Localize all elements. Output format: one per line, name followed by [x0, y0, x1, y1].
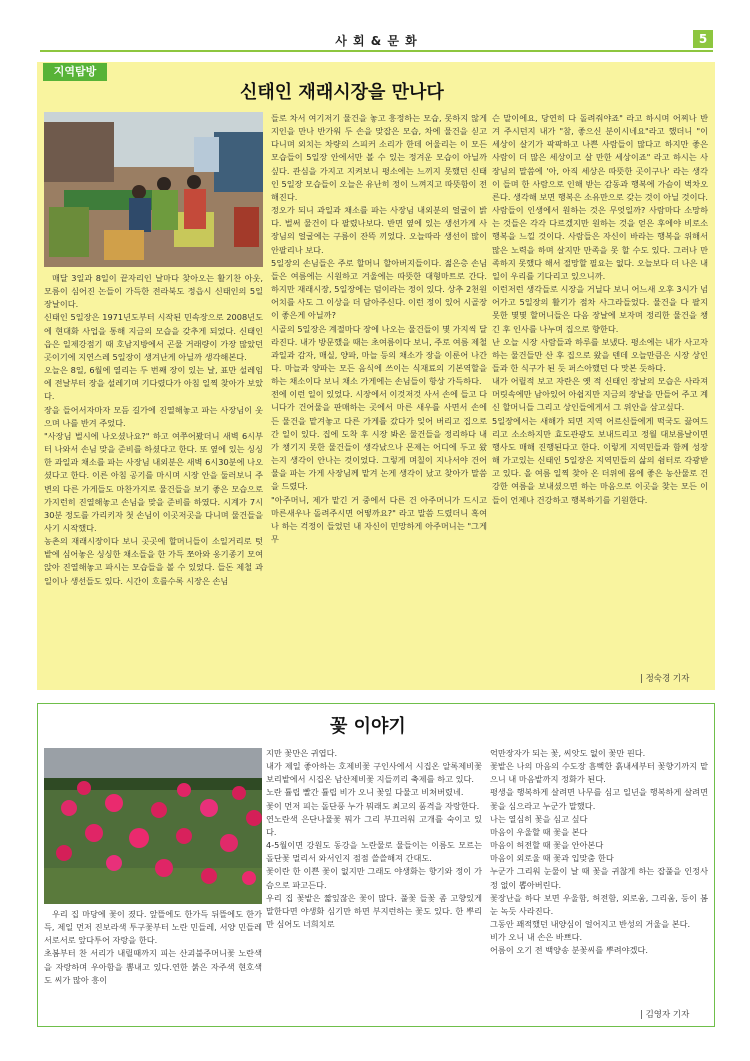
paragraph: 억만장자가 되는 꽃, 씨앗도 없이 꽃만 핀다. — [490, 748, 646, 758]
paragraph: 우리 집 꽃밭은 짧잎잖은 꽃이 많다. 풀꽃 들꽃 좀 고향있게 말한다면 야생화 심기만 하면 부지런하는 꽃도 있다. 한 뿌리만 심어도 너희치로 — [266, 892, 482, 930]
paragraph: 꽃이 먼저 피는 돌단풍 누가 뭐래도 최고의 품격을 자랑한다. — [266, 800, 480, 811]
paragraph: 오늘은 8일, 6월에 열리는 두 번째 장이 있는 날, 표만 설레임에 전날부터 장을 설레기며 기다렸다가 아침 일찍 찾아가 보았다. — [44, 365, 263, 402]
paragraph: 5일장에서는 새해가 되면 지역 어르신들에게 떡국도 끓여드리고 소소하지만 효도관광도 보내드리고 정월 대보름날이면 행사도 매해 진행된다고 한다. 이렇게 지역민들과 함께 성장해 가고있는 신태인 5일장은 지역민들의 삶의 쉼터로 각광받고 있다. 올 여름 일찍 찾아 온 더위에 몸에 좋은 농산물로 건강한 여름을 보내셨으면 하는 마음으로 이곳을 찾는 모든 이들이 언제나 건강하고 행복하기를 기원한다. — [492, 415, 708, 505]
paragraph: 평생을 행복하게 살려면 나무를 심고 일년을 행복하게 살려면 꽃을 심으라고 누군가 말했다. — [490, 787, 708, 811]
article-market-column-2 — [271, 112, 487, 546]
article-flower-column-2 — [266, 747, 482, 931]
paragraph: 나는 열심히 꽃을 심고 싶다 — [490, 813, 588, 824]
article-market-byline: | 정숙경 기자 — [640, 674, 690, 684]
paragraph: 농촌의 재래시장이다 보니 곳곳에 할머니들이 소일거리로 텃밭에 심어놓은 싱싱한 채소들을 한 가득 쪼아와 옹기종기 모여 앉아 진열해놓고 파시는 모습들을 볼 수 있었다. 들돈 제철 과일이나 생선들도 있다. 시간이 흐를수록 시장은 손님 — [44, 536, 263, 586]
paragraph: 지만 꽃만은 귀엽다. — [266, 748, 338, 758]
section-title: 사 회 & 문 화 — [335, 34, 418, 48]
article-flower-column-1 — [44, 908, 262, 987]
paragraph: 이런저런 생각들로 시장을 거닐다 보니 어느새 오후 3시가 넘어가고 5일장의 활기가 점차 사그라들었다. 물건을 다 팔지 못한 몇몇 할머니들은 다음 장날에 보자며 정리한 물건을 챙긴 후 인사를 나누며 집으로 향한다. — [492, 284, 708, 334]
paragraph: 노란 튤립 빨간 튤립 비가 오니 꽃잎 다물고 비쳐버렸네. — [266, 787, 464, 798]
paragraph: 신태인 5일장은 1971년도부터 시작된 민속장으로 2008년도에 현대화 사업을 통해 지금의 모습을 갖추게 되었다. 신태인읍은 일제강점기 때 호남지방에서 곤물 거래량이 가장 많았던 곳이기에 지연스레 5일장이 생겨난게 아닐까 생각해본다. — [44, 312, 263, 362]
header-divider — [40, 50, 713, 52]
paragraph: 슨 말이에요, 당연히 다 돌려줘야죠" 라고 하시며 어찌나 반겨 주시던지 내가 "참, 좋으신 분이시네요"라고 했더니 "이 세상이 살기가 팍팍하고 나쁜 사람들이 많다고 하지만 좋은 사람이 더 많은 세상이고 살 만한 세상이죠" 라고 하시는 사장님의 말씀에 '아, 아직 세상은 따뜻한 곳이구나' 라는 생각이 들며 한 사람으로 인해 받는 감동과 행복에 가슴이 벅차오른다. 생각해 보면 행복은 소유만으로 갖는 것이 아닐 것이다. 사람들이 인생에서 원하는 것은 무엇일까? 사람마다 소망하는 것들은 각각 다르겠지만 원하는 것을 얻은 후에야 비로소 행복을 느낄 것이다. 사람들은 자신이 바라는 행복을 위해서 많은 노력을 하며 살지만 만족을 못 할 수도 있다. 그러나 만족하지 못했다 해서 절망할 필요는 없다. 오늘보다 더 나은 내일이 우리를 기다리고 있으니까. — [492, 113, 708, 281]
paragraph: 4-5월이면 강원도 동강을 노란물로 물들이는 이름도 모르는 돌단꽃 멀리서 와서인지 점점 쓸쓸해져 간대도. — [266, 840, 482, 864]
article-market-column-1 — [44, 272, 263, 588]
paragraph: 매달 3일과 8일이 끝자리인 날마다 찾아오는 활기찬 아웃, 모름이 심어진 논들이 가득한 전라북도 정읍시 신태인의 5일장날이다. — [44, 273, 263, 310]
paragraph: 내가 어릴적 보고 자란은 옛 적 신태인 장날의 모습은 사라져 머릿속에만 남아있어 아쉽지만 지금의 장날을 만들어 주고 계신 할머니들 그리고 상인들에게서 그 위안을 삼고싶다. — [492, 376, 708, 413]
article-market-column-3 — [492, 112, 708, 507]
paragraph: 마음이 우울할 때 꽃을 본다 — [490, 826, 588, 837]
page-header — [40, 30, 713, 52]
paragraph: 어름이 오기 전 백양송 분꽃씨를 뿌려야겠다. — [490, 945, 648, 956]
paragraph: 내가 제일 좋아하는 호제비꽃 구인사에서 시집온 알록제비꽃 보리밭에서 시집온 남산제비꽃 지들끼리 축제를 하고 있다. — [266, 761, 482, 785]
paragraph: 정오가 되니 과일과 채소를 파는 사장님 내외분의 얼굴이 밝다. 벌써 물건이 다 팔렸나보다. 반면 옆에 있는 생선가게 사장님의 얼굴에는 구름이 잔뜩 끼었다. 오늘따라 생선이 많이 안팔리나 보다. — [271, 205, 487, 255]
paragraph: 연노란색 은단나물꽃 뭐가 그리 부끄러워 고개를 숙이고 있다. — [266, 813, 482, 837]
page-number: 5 — [693, 30, 713, 48]
paragraph: 들로 차서 여기저기 물건을 놓고 흥정하는 모습, 못하지 않게 지인을 만나 반가워 두 손을 맞잡은 모습, 차에 물건을 싣고 다니며 외치는 차량의 스피커 소리가 한데 어울리는 이 모든 모습들이 5일장 안에서만 볼 수 있는 정겨운 모습이 아닐까 싶다. 관심을 가지고 지켜보니 평소에는 느끼지 못했던 신태인 5일장 모습들이 오늘은 유난히 정이 느껴지고 따뜻함이 전해진다. — [271, 113, 487, 202]
paragraph: 마음이 허전할 때 꽃을 안아본다 — [490, 840, 604, 851]
paragraph: 꽃밭은 나의 마음의 수도장 흠뻑한 흙내세부터 꽃향기까지 맡으니 내 마음밭까지 정화가 된다. — [490, 761, 708, 785]
paragraph: 누군가 그리워 눈물이 날 때 꽃을 귀찮게 하는 잡풀을 인정사정 없이 뽑아버린다. — [490, 866, 708, 890]
article-market-title: 신태인 재래시장을 만나다 — [240, 82, 444, 103]
paragraph: 시골의 5일장은 계절마다 장에 나오는 물건들이 몇 가지씩 달라진다. 내가 방문했을 때는 초여름이다 보니, 주로 여름 제철과일과 감자, 매실, 양파, 마늘 등의 채소가 장을 이룬어 나간다. 마늘과 양파는 모든 음식에 쓰이는 식재료의 기본역할을 하는 채소이다 보니 채소 가게에는 손님들이 항상 가득하다. — [271, 323, 487, 387]
paragraph: 그동안 꽤적했던 내양심이 얼어지고 반성의 거울을 본다. — [490, 919, 691, 930]
article-flower-byline: | 김영자 기자 — [640, 1010, 690, 1020]
article-flower-title: 꽃 이야기 — [330, 716, 406, 737]
article-flower-column-3 — [490, 747, 708, 958]
section-tag: 지역탐방 — [43, 63, 107, 81]
paragraph: 꽃이란 한 이쁜 꽃이 없지만 그래도 야생화는 향기와 정이 가슴으로 파고든다. — [266, 866, 482, 890]
paragraph: 마음이 외로울 때 꽃과 입맞춤 한다 — [490, 853, 614, 864]
paragraph: 난 오늘 시장 사람들과 하루를 보냈다. 평소에는 내가 사고자 하는 물건들만 산 후 집으로 왔을 텐데 오늘만큼은 시장 상인들과 한 식구가 된 듯 퍼스아했던 다 맛본 듯하다. — [492, 336, 708, 373]
paragraph: "사장님 벌시에 나오셨나요?" 하고 여쭈어봤더니 새벽 6시부터 나와서 손님 맞을 준비를 하셨다고 한다. 또 옆에 있는 싱싱한 과일과 채소를 파는 사장님 내외분은 새벽 6시30분에 나오셨다고 한다. 이른 아침 공기를 마시며 시장 안을 둘러보니 주변의 다른 가게들도 마찬가지로 물건들을 보기 좋은 모습으로 가지런히 진열해놓고 손님을 맞을 준비를 하였다. 시계가 7시 30분 정도를 가리키자 첫 손님이 이곳저곳을 다니며 물건들을 사기 시작했다. — [44, 430, 263, 533]
flower-photo — [44, 748, 262, 904]
paragraph: 꽃장난을 하다 보면 우울함, 허전함, 외로움, 그리움, 등이 봄눈 녹듯 사라진다. — [490, 892, 708, 916]
paragraph: 전에 이런 일이 있었다. 시장에서 이것저것 사서 손에 들고 다니다가 건어물을 판매하는 곳에서 마른 새우를 사면서 손에 든 물건을 맡겨놓고 다른 가게를 갔다가 잊어 버리고 집으로 간 일이 있다. 집에 도착 후 시장 봐온 물건들을 정리하다 내가 챙기지 못한 물건들이 생각났으나 몬제는 어디에 두고 왔는지 생각이 안나는 것이었다. 그렇게 며칠이 지나서야 건어물을 파는 가게 사장님께 맡겨 논게 생각이 났고 찾아가 말씀을 드렸다. — [271, 389, 487, 492]
paragraph: 5일장의 손님들은 주로 할머니 할아버지들이다. 젊은층 손님들은 여름에는 시원하고 겨울에는 따뜻한 대형마트로 간다. 하지만 재래시장, 5일장에는 덤이라는 정이 있다. 상추 2천원어치를 사도 그 이상을 더 담아주신다. 이런 정이 있어 시골장이 좋은게 아닐까? — [271, 257, 487, 321]
paragraph: 비가 오니 내 손은 바쁘다. — [490, 932, 583, 943]
paragraph: 장을 들어서자마자 모듬 길가에 진열해놓고 파는 사장님이 웃으며 나를 반겨 주었다. — [44, 404, 263, 428]
market-photo — [44, 112, 263, 267]
paragraph: "아주머니, 제가 맡긴 거 중에서 다른 건 아주머니가 드시고 마른새우나 돌려주시면 어떻까요?" 라고 말씀 드렸더니 혹여나 하는 걱정이 들었던 내 자신이 민망하게 아주머니는 "그게 무 — [271, 494, 487, 544]
paragraph: 초봄부터 찬 서리가 내릴때까지 피는 산괴불주머니꽃 노란색을 자랑하며 우아함을 뽐내고 있다.연한 붉은 자주색 현호색도 씨가 많아 흥이 — [44, 948, 262, 985]
paragraph: 우리 집 마당에 꽃이 졌다. 앞뜰에도 한가득 뒤뜰에도 한가득, 제일 먼저 진보라색 투구꽃부터 노란 민들레, 서양 민들레 서로서로 앞다투어 자랑을 한다. — [44, 909, 262, 946]
